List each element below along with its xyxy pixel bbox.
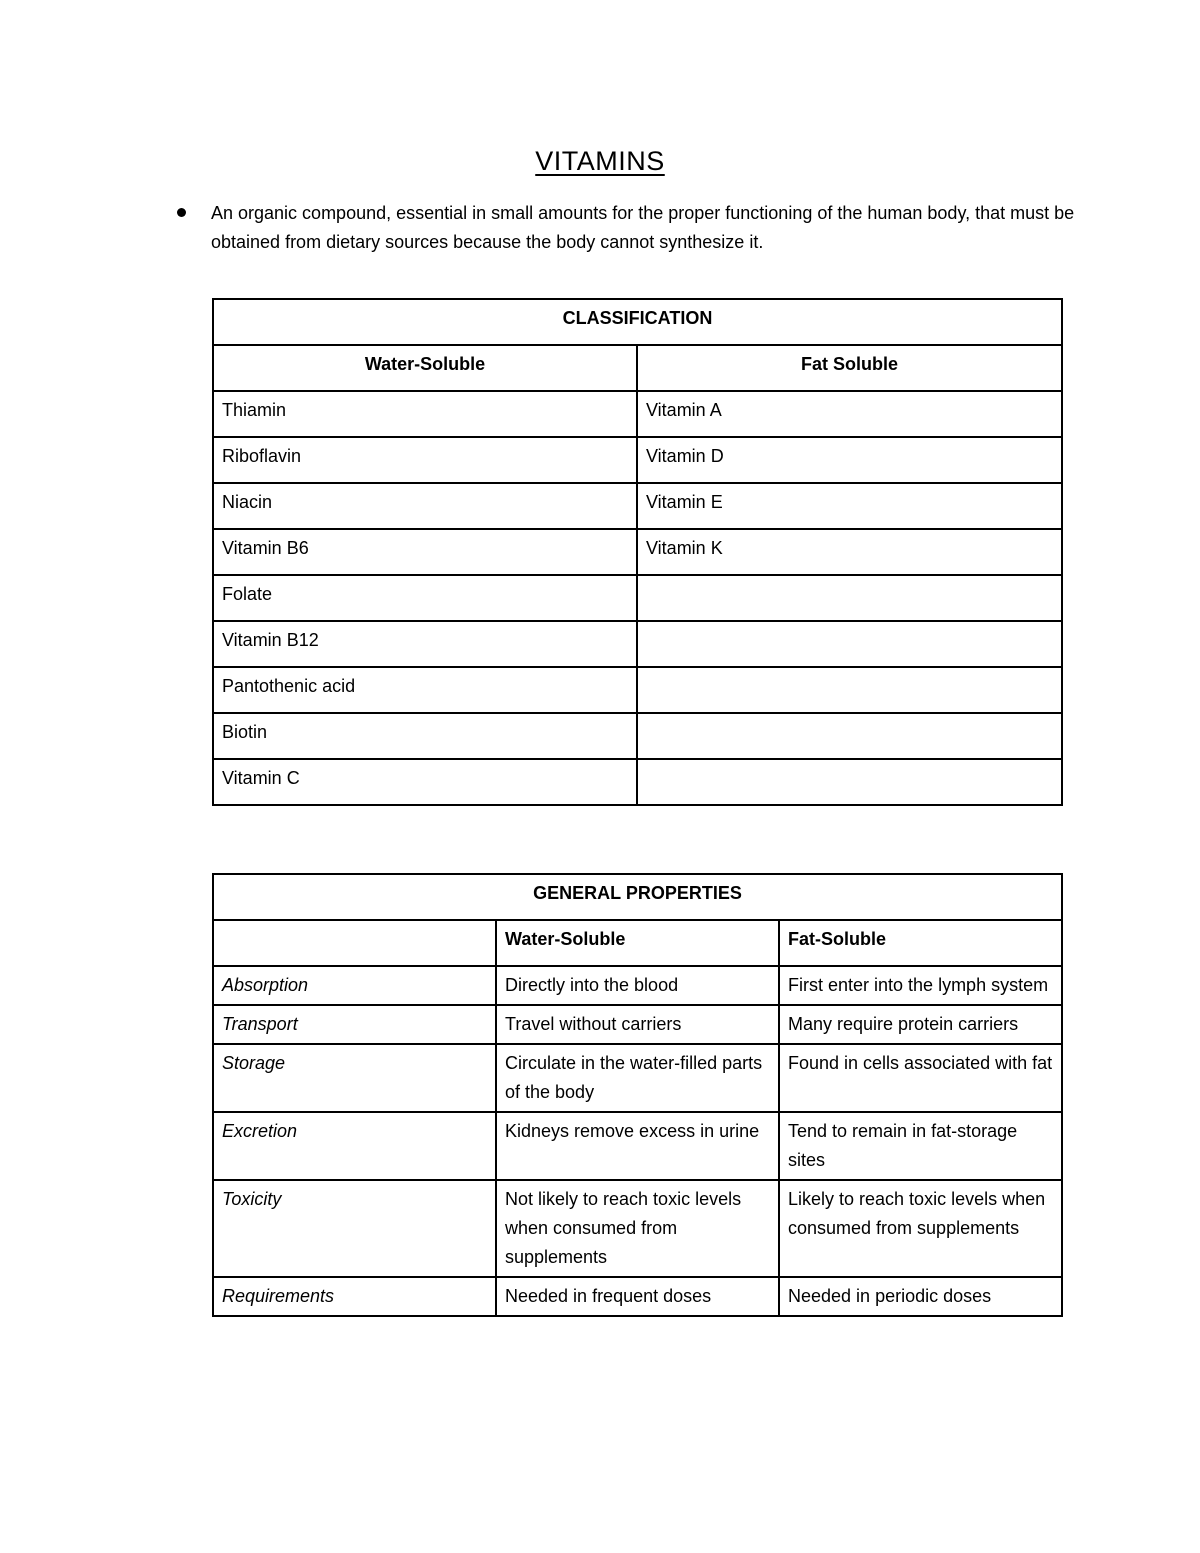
- table-row: [213, 483, 1062, 529]
- table-cell: Vitamin D: [637, 437, 1062, 483]
- table-cell: Travel without carriers: [496, 1005, 779, 1044]
- table-row: [213, 1044, 1062, 1112]
- table-row: [213, 437, 1062, 483]
- row-label: Toxicity: [213, 1180, 496, 1277]
- row-label: Absorption: [213, 966, 496, 1005]
- table-cell: Vitamin A: [637, 391, 1062, 437]
- table-row: [213, 1277, 1062, 1316]
- column-header: Water-Soluble: [496, 920, 779, 966]
- table-row: [213, 1180, 1062, 1277]
- classification-table: [212, 298, 1063, 806]
- table-cell: Circulate in the water-filled parts of the body: [496, 1044, 779, 1112]
- table-cell: Folate: [213, 575, 637, 621]
- bullet-icon: [177, 208, 186, 217]
- row-label: Requirements: [213, 1277, 496, 1316]
- table-cell: Vitamin B6: [213, 529, 637, 575]
- table-cell: Vitamin B12: [213, 621, 637, 667]
- table-cell: Vitamin C: [213, 759, 637, 805]
- table-cell: Niacin: [213, 483, 637, 529]
- table-cell: Directly into the blood: [496, 966, 779, 1005]
- table-heading: GENERAL PROPERTIES: [213, 874, 1062, 920]
- table-cell: [637, 575, 1062, 621]
- column-header-row: [213, 345, 1062, 391]
- column-header: Water-Soluble: [213, 345, 637, 391]
- table-cell: Many require protein carriers: [779, 1005, 1062, 1044]
- definition-text: An organic compound, essential in small amounts for the proper functioning of the human body, that must be obtained from dietary sources because the body cannot synthesize it.: [211, 203, 1075, 252]
- table-cell: [637, 667, 1062, 713]
- table-cell: Kidneys remove excess in urine: [496, 1112, 779, 1180]
- table-cell: [637, 713, 1062, 759]
- table-row: [213, 667, 1062, 713]
- table-cell: Pantothenic acid: [213, 667, 637, 713]
- column-header: [213, 920, 496, 966]
- page-title: VITAMINS: [535, 146, 665, 176]
- table-row: [213, 759, 1062, 805]
- table-row: [213, 575, 1062, 621]
- table-cell: Needed in frequent doses: [496, 1277, 779, 1316]
- table-heading-row: [213, 874, 1062, 920]
- table-cell: Riboflavin: [213, 437, 637, 483]
- table-row: [213, 1005, 1062, 1044]
- table-row: [213, 529, 1062, 575]
- row-label: Excretion: [213, 1112, 496, 1180]
- column-header: Fat Soluble: [637, 345, 1062, 391]
- table-row: [213, 391, 1062, 437]
- table-cell: First enter into the lymph system: [779, 966, 1062, 1005]
- column-header: Fat-Soluble: [779, 920, 1062, 966]
- table-cell: Not likely to reach toxic levels when consumed from supplements: [496, 1180, 779, 1277]
- table-cell: Vitamin K: [637, 529, 1062, 575]
- row-label: Transport: [213, 1005, 496, 1044]
- table-heading-row: [213, 299, 1062, 345]
- table-cell: [637, 759, 1062, 805]
- table-cell: Thiamin: [213, 391, 637, 437]
- table-cell: Vitamin E: [637, 483, 1062, 529]
- table-row: [213, 713, 1062, 759]
- column-header-row: [213, 920, 1062, 966]
- table-cell: Tend to remain in fat-storage sites: [779, 1112, 1062, 1180]
- table-heading: CLASSIFICATION: [213, 299, 1062, 345]
- table-cell: Needed in periodic doses: [779, 1277, 1062, 1316]
- table-row: [213, 966, 1062, 1005]
- table-cell: [637, 621, 1062, 667]
- row-label: Storage: [213, 1044, 496, 1112]
- table-row: [213, 1112, 1062, 1180]
- table-cell: Biotin: [213, 713, 637, 759]
- table-row: [213, 621, 1062, 667]
- table-cell: Likely to reach toxic levels when consumed from supplements: [779, 1180, 1062, 1277]
- table-cell: Found in cells associated with fat: [779, 1044, 1062, 1112]
- general-properties-table: [212, 873, 1063, 1317]
